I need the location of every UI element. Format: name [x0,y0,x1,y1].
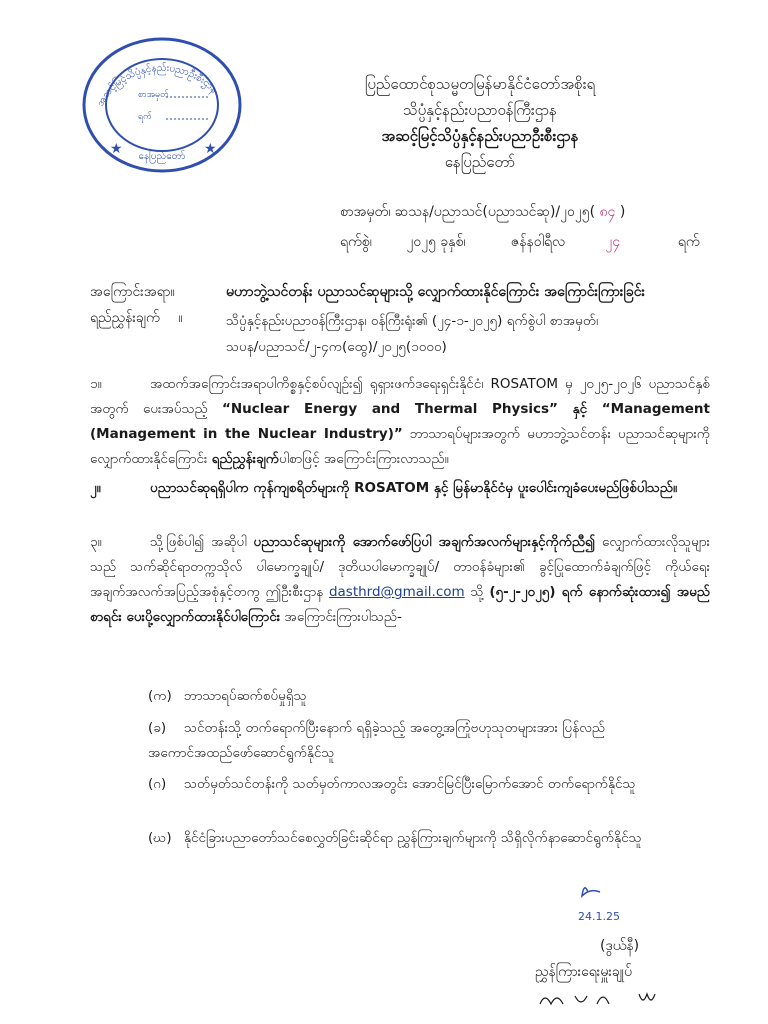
paragraph-3-text-b: လျှောက်ထားလိုသူများသည် သက်ဆိုင်ရာတက္ကသိုလ် ပါမောက္ခချုပ်/ ဒုတိယပါမောက္ခချုပ်/ တာဝန်ခံများ၏ ခွင့်ပြုထောက်ခံချက်ဖြင့် ကိုယ်ရေးအချက်အလက်အပြည့်အစုံနှင့်တကွ ဤဦးစီးဌာန [90,534,711,600]
svg-text:★: ★ [110,141,123,157]
official-seal-icon [80,35,245,175]
paragraph-3-text-c: သို့ [464,584,490,600]
signature-icon [560,878,680,933]
list-item-text: နိုင်ငံခြားပညာတော်သင်စေလွှတ်ခြင်းဆိုင်ရာ ညွှန်ကြားချက်များကို သိရှိလိုက်နာဆောင်ရွက်နိုင်သူ [184,830,642,846]
reference-label [90,308,182,329]
letter-date [340,232,700,253]
paragraph-2-text: ပညာသင်ဆုရရှိပါက ကုန်ကျစရိတ်များကို ROSATOM နှင့် မြန်မာနိုင်ငံမှ ပူးပေါင်းကျခံပေးမည်ဖြစ်ပါသည်။ [150,480,678,496]
svg-text:အဆင့်မြင့်သိပ္ပံနှင့်နည်းပညာဦး: အဆင့်မြင့်သိပ္ပံနှင့်နည်းပညာဦးစီးဌာန [94,62,220,109]
paragraph-3-deadline: (၅-၂-၂၀၂၅) ရက် နောက်ဆုံးထား၍ အမည်စာရင်း ပေးပို့လျှောက်ထားနိုင်ပါကြောင်း [90,584,710,625]
subject-text: မဟာဘွဲ့သင်တန်း ပညာသင်ဆုများသို့ လျှောက်ထားနိုင်ကြောင်း အကြောင်းကြားခြင်း [226,284,646,300]
letter-number [340,202,625,223]
paragraph-1-reference: ရည်ညွှန်းချက် [211,451,279,467]
city-title: နေပြည်တော် [444,153,516,171]
list-item [148,684,708,709]
list-item [148,826,708,851]
list-item-marker: (က) [148,688,172,704]
ministry-title: သိပ္ပံနှင့်နည်းပညာဝန်ကြီးဌာန [403,101,557,119]
reference-line-2: သပန/ပညာသင်/၂-၄က(ထွေ)/၂၀၂၅(၁၀၀၀) [226,339,447,355]
letter-number-suffix: ) [619,204,626,220]
paragraph-1-programs: “Nuclear Energy and Thermal Physics” နှင့် “Management (Management in the Nuclear Industry)” [90,401,711,442]
date-label: ရက်စွဲ၊ [340,234,372,250]
list-item-text: ဘာသာရပ်ဆက်စပ်မှုရှိသူ [184,688,307,704]
list-item-text: သတ်မှတ်သင်တန်းကို သတ်မှတ်ကာလအတွင်း အောင်မြင်ပြီးမြောက်အောင် တက်ရောက်နိုင်သူ [184,776,636,792]
list-item [148,772,708,797]
paragraph-3-text-a: သို့ဖြစ်ပါ၍ အဆိုပါ [150,534,254,550]
svg-text:★: ★ [204,141,217,157]
date-day-handwritten: ၂၄ [605,234,621,250]
reference-text [226,308,716,360]
svg-text:စာအမှတ်: စာအမှတ် [138,90,169,100]
paragraph-1-text-b: ဘာသာရပ်များအတွက် မဟာဘွဲ့သင်တန်း ပညာသင်ဆုများကို လျှောက်ထားနိုင်ကြောင်း [90,426,710,467]
reference-label-sep: ။ [178,310,183,326]
government-title: ပြည်ထောင်စုသမ္မတမြန်မာနိုင်ငံတော်အစိုးရ [364,75,596,93]
paragraph-2-number: ၂။ [90,480,101,496]
paragraph-2 [90,476,710,501]
list-item-marker: (ဂ) [148,776,167,792]
paragraph-1-text-a: အထက်အကြောင်းအရာပါကိစ္စနှင့်စပ်လျဉ်း၍ ရုရှားဖက်ဒရေးရှင်းနိုင်ငံ၊ ROSATOM မှ ၂၀၂၅-၂၀၂၆ ပညာသင်နှစ်အတွက် ပေးအပ်သည့် [90,376,710,417]
paragraph-3-number: ၃။ [90,534,102,550]
svg-text:24.1.25: 24.1.25 [578,910,620,923]
letter-number-prefix: စာအမှတ်၊ ဆသန/ပညာသင်(ပညာသင်ဆု)/၂၀၂၅( [340,204,596,220]
list-item-text: သင်တန်းသို့ တက်ရောက်ပြီးနောက် ရရှိခဲ့သည့် အတွေ့အကြုံဗဟုသုတများအား ပြန်လည်အကောင်အထည်ဖော်ဆောင်ရွက်နိုင်သူ [148,720,605,761]
svg-text:ရက်: ရက် [138,112,152,122]
signatory-name: (ဒွယ်နီ) [600,938,640,954]
date-month: ဇန်နဝါရီလ [510,234,566,250]
letter-number-handwritten: ၈၄ [595,204,620,220]
list-item-marker: (ခ) [148,720,167,736]
paragraph-3 [90,530,710,630]
handwritten-initials-icon [535,986,675,1014]
date-year: ၂၀၂၅ ခုနှစ်၊ [406,234,466,250]
email-link[interactable]: dasthrd@gmail.com [328,584,465,600]
reference-line-1: သိပ္ပံနှင့်နည်းပညာဝန်ကြီးဌာန၊ ဝန်ကြီးရုံး၏ (၂၄-၁-၂၀၂၅) ရက်စွဲပါ စာအမှတ်၊ [226,313,599,329]
list-item [148,716,708,766]
paragraph-3-criteria: ပညာသင်ဆုများကို အောက်ဖော်ပြပါ အချက်အလက်များနှင့်ကိုက်ညီ၍ [253,534,596,550]
list-item-marker: (ဃ) [148,830,172,846]
department-title: အဆင့်မြင့်သိပ္ပံနှင့်နည်းပညာဦးစီးဌာန [381,127,579,145]
subject-label: အကြောင်းအရာ။ [90,284,175,300]
svg-text:နေပြည်တော်: နေပြည်တော် [138,151,186,162]
paragraph-1-text-c: ပါစာဖြင့် အကြောင်းကြားလာသည်။ [278,451,449,467]
paragraph-1 [90,372,710,472]
signatory-title: ညွှန်ကြားရေးမှူးချုပ် [535,964,632,980]
reference-label-text: ရည်ညွှန်းချက် [90,310,160,326]
date-unit: ရက် [677,234,700,250]
paragraph-1-number: ၁။ [90,376,102,392]
paragraph-3-text-d: အကြောင်းကြားပါသည်- [280,609,402,625]
